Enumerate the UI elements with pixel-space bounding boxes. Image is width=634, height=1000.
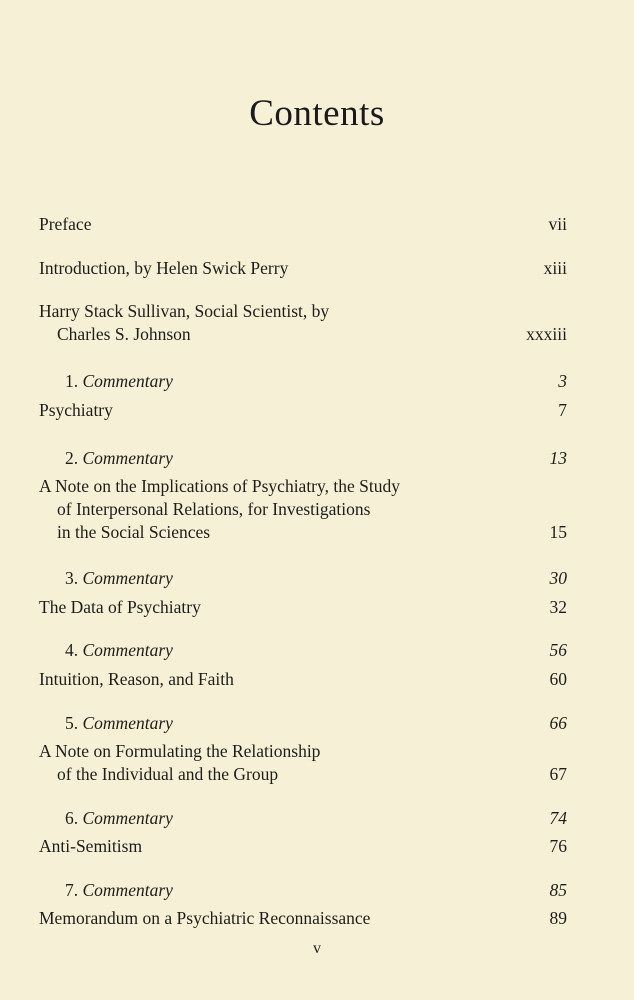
entry-title-line: Commentary [82, 808, 173, 828]
entry-title-line: Charles S. Johnson [57, 324, 191, 344]
page-number: 60 [549, 669, 567, 689]
toc-entry-commentary-1 [39, 370, 567, 393]
toc-entry-psychiatry [39, 399, 567, 422]
page-number: xiii [543, 258, 567, 278]
entry-title-line: Commentary [82, 713, 173, 733]
page-number: 32 [549, 597, 567, 617]
page-number: xxxiii [526, 324, 567, 344]
page-number: 30 [549, 568, 567, 588]
chapter-number: 2. [65, 448, 79, 468]
page-number: 7 [558, 400, 567, 420]
toc-entry-commentary-5 [39, 712, 567, 735]
page-number: 85 [549, 880, 567, 900]
page-number: 74 [549, 808, 567, 828]
toc-entry-commentary-7 [39, 879, 567, 902]
toc-entry-commentary-3 [39, 567, 567, 590]
chapter-number: 1. [65, 371, 79, 391]
entry-title-line: Commentary [82, 880, 173, 900]
entry-title-line: Commentary [82, 448, 173, 468]
page-title: Contents [249, 93, 385, 134]
page-number: 13 [549, 448, 567, 468]
toc-entry-anti-semitism [39, 835, 567, 858]
toc-entry-commentary-6 [39, 807, 567, 830]
page-number: 67 [549, 764, 567, 784]
page-folio: v [313, 940, 321, 957]
page-number: 3 [558, 371, 567, 391]
entry-title-line: Commentary [82, 371, 173, 391]
chapter-number: 4. [65, 640, 79, 660]
page-number: 89 [549, 908, 567, 928]
entry-title-line: Preface [39, 214, 92, 234]
toc-entry-intuition-reason-faith [39, 668, 567, 691]
entry-title-line: Anti-Semitism [39, 836, 143, 856]
entry-title-line: A Note on Formulating the Relationship [39, 741, 321, 761]
entry-title-line: Memorandum on a Psychiatric Reconnaissance [39, 908, 371, 928]
toc-entry-data-of-psychiatry [39, 596, 567, 619]
entry-title-line: in the Social Sciences [57, 522, 211, 542]
toc-entry-commentary-4 [39, 639, 567, 662]
chapter-number: 6. [65, 808, 79, 828]
toc-entry-memorandum [39, 907, 567, 930]
page-number: 76 [549, 836, 567, 856]
chapter-number: 5. [65, 713, 79, 733]
entry-title-line: Commentary [82, 640, 173, 660]
entry-title-line: of Interpersonal Relations, for Investigations [57, 499, 371, 519]
toc-entry-sullivan-social-scientist [39, 300, 567, 346]
page-number: 66 [549, 713, 567, 733]
toc-entry-individual-and-group [39, 740, 567, 786]
toc-entry-commentary-2 [39, 447, 567, 470]
entry-title-line: Harry Stack Sullivan, Social Scientist, by [39, 301, 330, 321]
toc-entry-implications-of-psychiatry [39, 475, 567, 544]
page-number: 15 [549, 522, 567, 542]
entry-title-line: of the Individual and the Group [57, 764, 279, 784]
entry-title-line: Psychiatry [39, 400, 113, 420]
toc-entry-preface [39, 213, 567, 236]
chapter-number: 3. [65, 568, 79, 588]
entry-title-line: A Note on the Implications of Psychiatry, the Study [39, 476, 400, 496]
entry-title-line: Commentary [82, 568, 173, 588]
page-number: 56 [549, 640, 567, 660]
chapter-number: 7. [65, 880, 79, 900]
entry-title-line: Introduction, by Helen Swick Perry [39, 258, 289, 278]
entry-title-line: The Data of Psychiatry [39, 597, 201, 617]
entry-title-line: Intuition, Reason, and Faith [39, 669, 234, 689]
page-number: vii [548, 214, 567, 234]
toc-entry-introduction [39, 257, 567, 280]
